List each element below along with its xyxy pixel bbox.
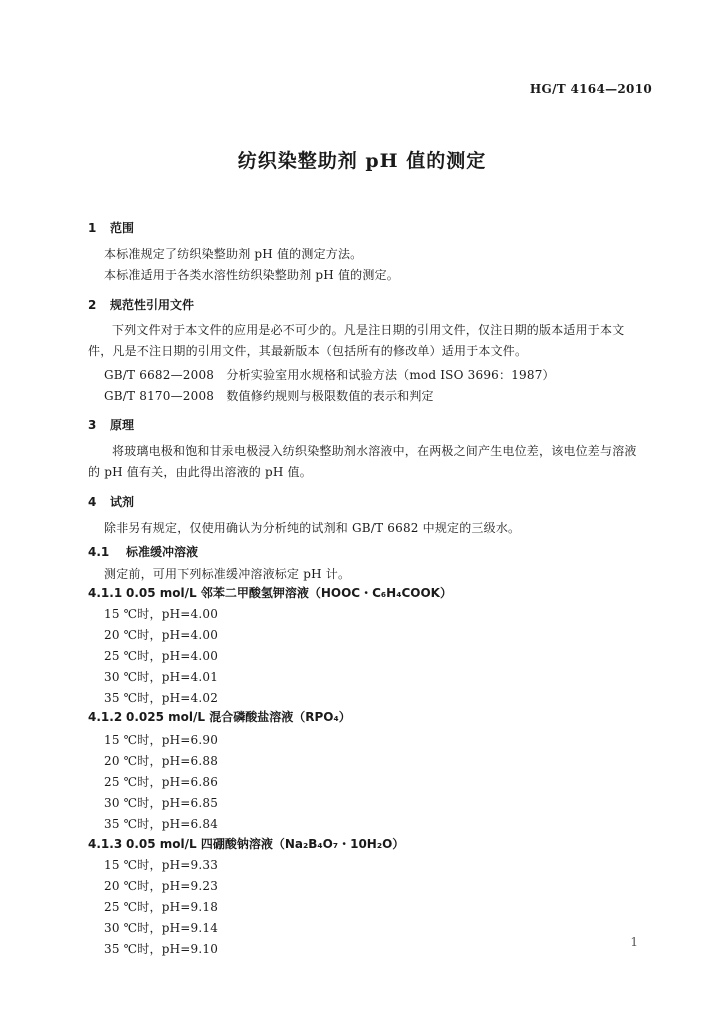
section-title: 原理: [110, 418, 135, 432]
paragraph: 下列文件对于本文件的应用是必不可少的。凡是注日期的引用文件，仅注日期的版本适用于本文件，凡是不注日期的引用文件，其最新版本（包括所有的修改单）适用于本文件。: [88, 323, 625, 358]
paragraph: 本标准适用于各类水溶性纺织染整助剂 pH 值的测定。: [104, 268, 399, 282]
section-title: 0.05 mol/L 邻苯二甲酸氢钾溶液（HOOC・C₆H₄COOK）: [126, 586, 452, 600]
section-number: 4: [88, 495, 97, 509]
paragraph: 测定前，可用下列标准缓冲溶液标定 pH 计。: [104, 567, 351, 581]
ph-value-item: 20 ℃时，pH=4.00: [104, 628, 219, 642]
subsection-4-1-1-heading: [88, 584, 452, 601]
section-2-heading: [88, 296, 194, 313]
ph-value-item: 30 ℃时，pH=4.01: [104, 670, 219, 684]
paragraph: 除非另有规定，仅使用确认为分析纯的试剂和 GB/T 6682 中规定的三级水。: [104, 521, 521, 535]
section-number: 3: [88, 418, 97, 432]
section-number: 4.1: [88, 545, 110, 559]
subsection-4-1-2-heading: [88, 708, 351, 725]
section-title: 试剂: [110, 495, 135, 509]
ph-value-item: 15 ℃时，pH=4.00: [104, 607, 219, 621]
paragraph: 将玻璃电极和饱和甘汞电极浸入纺织染整助剂水溶液中，在两极之间产生电位差，该电位差与溶液的 pH 值有关，由此得出溶液的 pH 值。: [88, 444, 637, 479]
ph-value-item: 35 ℃时，pH=4.02: [104, 691, 219, 705]
section-title: 0.025 mol/L 混合磷酸盐溶液（RPO₄）: [126, 710, 351, 724]
paragraph: 本标准规定了纺织染整助剂 pH 值的测定方法。: [104, 247, 363, 261]
ph-value-item: 20 ℃时，pH=9.23: [104, 879, 219, 893]
section-title: 范围: [110, 221, 135, 235]
ph-value-item: 25 ℃时，pH=6.86: [104, 775, 219, 789]
section-title: 规范性引用文件: [110, 298, 195, 312]
section-1-heading: [88, 219, 134, 236]
ph-value-item: 30 ℃时，pH=6.85: [104, 796, 219, 810]
reference-item: GB/T 6682—2008 分析实验室用水规格和试验方法（mod ISO 3696：1987）: [104, 368, 555, 382]
document-title: 纺织染整助剂 pH 值的测定: [237, 150, 487, 172]
ph-value-item: 25 ℃时，pH=9.18: [104, 900, 219, 914]
section-3-heading: [88, 416, 134, 433]
page-number: 1: [630, 935, 638, 949]
section-4-heading: [88, 493, 134, 510]
reference-item: GB/T 8170—2008 数值修约规则与极限数值的表示和判定: [104, 389, 434, 403]
section-number: 1: [88, 221, 97, 235]
standard-number: HG/T 4164—2010: [529, 82, 652, 96]
subsection-4-1-heading: [88, 543, 198, 560]
ph-value-item: 30 ℃时，pH=9.14: [104, 921, 219, 935]
ph-value-item: 25 ℃时，pH=4.00: [104, 649, 219, 663]
section-title: 0.05 mol/L 四硼酸钠溶液（Na₂B₄O₇・10H₂O）: [126, 837, 405, 851]
ph-value-item: 20 ℃时，pH=6.88: [104, 754, 219, 768]
ph-value-item: 35 ℃时，pH=6.84: [104, 817, 219, 831]
ph-value-item: 35 ℃时，pH=9.10: [104, 942, 219, 956]
section-number: 4.1.2: [88, 710, 123, 724]
section-number: 4.1.3: [88, 837, 123, 851]
section-number: 4.1.1: [88, 586, 123, 600]
ph-value-item: 15 ℃时，pH=9.33: [104, 858, 219, 872]
section-title: 标准缓冲溶液: [126, 545, 199, 559]
ph-value-item: 15 ℃时，pH=6.90: [104, 733, 219, 747]
section-number: 2: [88, 298, 97, 312]
subsection-4-1-3-heading: [88, 835, 404, 852]
